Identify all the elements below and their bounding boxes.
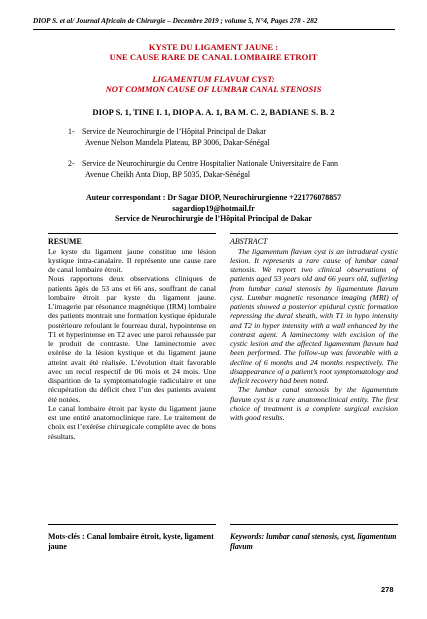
resume-section	[48, 237, 216, 441]
header-author: DIOP S.	[33, 17, 58, 25]
resume-paragraph: Nous rapportons deux observations cliniques de patients âgés de 53 ans et 66 ans, souffrant de canal lombaire étroit par kyste du ligament jaune. L’imagerie par résonance magnétique (IRM) lombaire des patients montrait une formation kystique épidurale postérieure refoulant le fourreau dural, hypointense en T1 et hyperintense en T2 avec une paroi rehaussée par le produit de contraste. Une laminectomie avec exérèse de la lésion kystique et du ligament jaune atteint avait été réalisée. L’évolution était favorable avec un recul respectif de 06 mois et 24 mois. Une disparition de la symptomatologie radiculaire et une récupération du déficit chez l’un des patients avaient été notées.	[48, 274, 216, 404]
corresponding-author-name: Auteur correspondant : Dr Sagar DIOP, Neurochirurgienne +221776078857	[85, 193, 342, 202]
affiliation-1	[68, 127, 398, 148]
resume-paragraph: Le canal lombaire étroit par kyste du ligament jaune est une entité anatomoclinique rare. Le traitement de choix est l’exérèse chirurgicale complète avec de bons résultats.	[48, 403, 216, 441]
affiliation-address: Avenue Cheikh Anta Diop, BP 5035, Dakar-Sénégal	[85, 169, 251, 179]
title-french-line-1: KYSTE DU LIGAMENT JAUNE :	[148, 42, 279, 52]
resume-top-divider	[48, 233, 216, 234]
affiliation-line: Service de Neurochirurgie du Centre Hospitalier Nationale Universitaire de Fann	[82, 159, 338, 168]
page-number: 278	[381, 585, 394, 594]
corresponding-author-service: Service de Neurochirurgie de l’Hôpital Principal de Dakar	[115, 214, 312, 223]
abstract-section	[230, 237, 398, 422]
corresponding-author	[20, 193, 407, 225]
corresponding-author-email: sagardiop19@hotmail.fr	[172, 203, 255, 213]
title-english-line-1: LIGAMENTUM FLAVUM CYST:	[152, 74, 275, 84]
abstract-top-divider	[230, 233, 398, 234]
author-list: DIOP S. 1, TINE I. 1, DIOP A. A. 1, BA M. C. 2, BADIANE S. B. 2	[92, 107, 335, 117]
resume-bottom-divider	[48, 524, 216, 525]
abstract-heading: ABSTRACT	[230, 237, 268, 246]
resume-paragraph: Le kyste du ligament jaune constitue une lésion kystique intra-canalaire. Il représente une cause rare de canal lombaire étroit.	[48, 246, 216, 274]
header-divider	[33, 29, 395, 30]
abstract-paragraph: The lumbar canal stenosis by the ligamentum flavum cyst is a rare anatomoclinical entity. The first choice of treatment is a complete surgical excision with good results.	[230, 385, 398, 422]
abstract-bottom-divider	[230, 524, 398, 525]
title-french-line-2: UNE CAUSE RARE DE CANAL LOMBAIRE ETROIT	[109, 52, 318, 62]
affiliation-number: 2-	[68, 159, 75, 168]
header-citation: et al/ Journal Africain de Chirurgie – Decembre 2019 ; volume 5, N°4, Pages 278 - 282	[57, 17, 318, 25]
resume-heading: RESUME	[48, 237, 82, 246]
resume-keywords: Mots-clés : Canal lombaire étroit, kyste, ligament jaune	[48, 532, 214, 551]
abstract-paragraph: The ligamentum flavum cyst is an intradural cystic lesion. It represents a rare cause of lumbar canal stenosis. We report two clinical observations of patients aged 53 years old and 66 years old, suffering from lumbar canal stenosis by ligamentum flavum cyst. Lumbar magnetic resonance imaging (MRI) of patients showed a posterior epidural cystic formation repressing the dural sheath, with T1 in hypo intensity and T2 in hyper intensity with a wall enhanced by the contrast agent. A laminectomy with excision of the cystic lesion and the affected ligamentum flavum had been performed. The follow-up was favorable with a decline of 6 months and 24 months respectively. The disappearance of a patient’s root symptomatology and deficit recovery had been noted.	[230, 246, 398, 385]
journal-header	[33, 17, 395, 25]
title-english-line-2: NOT COMMON CAUSE OF LUMBAR CANAL STENOSIS	[105, 84, 322, 94]
affiliation-address: Avenue Nelson Mandela Plateau, BP 3006, Dakar-Sénégal	[85, 137, 270, 147]
affiliation-line: Service de Neurochirurgie de l’Hôpital Principal de Dakar	[82, 127, 267, 136]
affiliation-2	[68, 159, 398, 180]
title-english	[20, 74, 407, 94]
affiliation-number: 1-	[68, 127, 75, 136]
abstract-keywords: Keywords: lumbar canal stenosis, cyst, ligamentum flavum	[230, 532, 397, 551]
title-french	[20, 42, 407, 62]
